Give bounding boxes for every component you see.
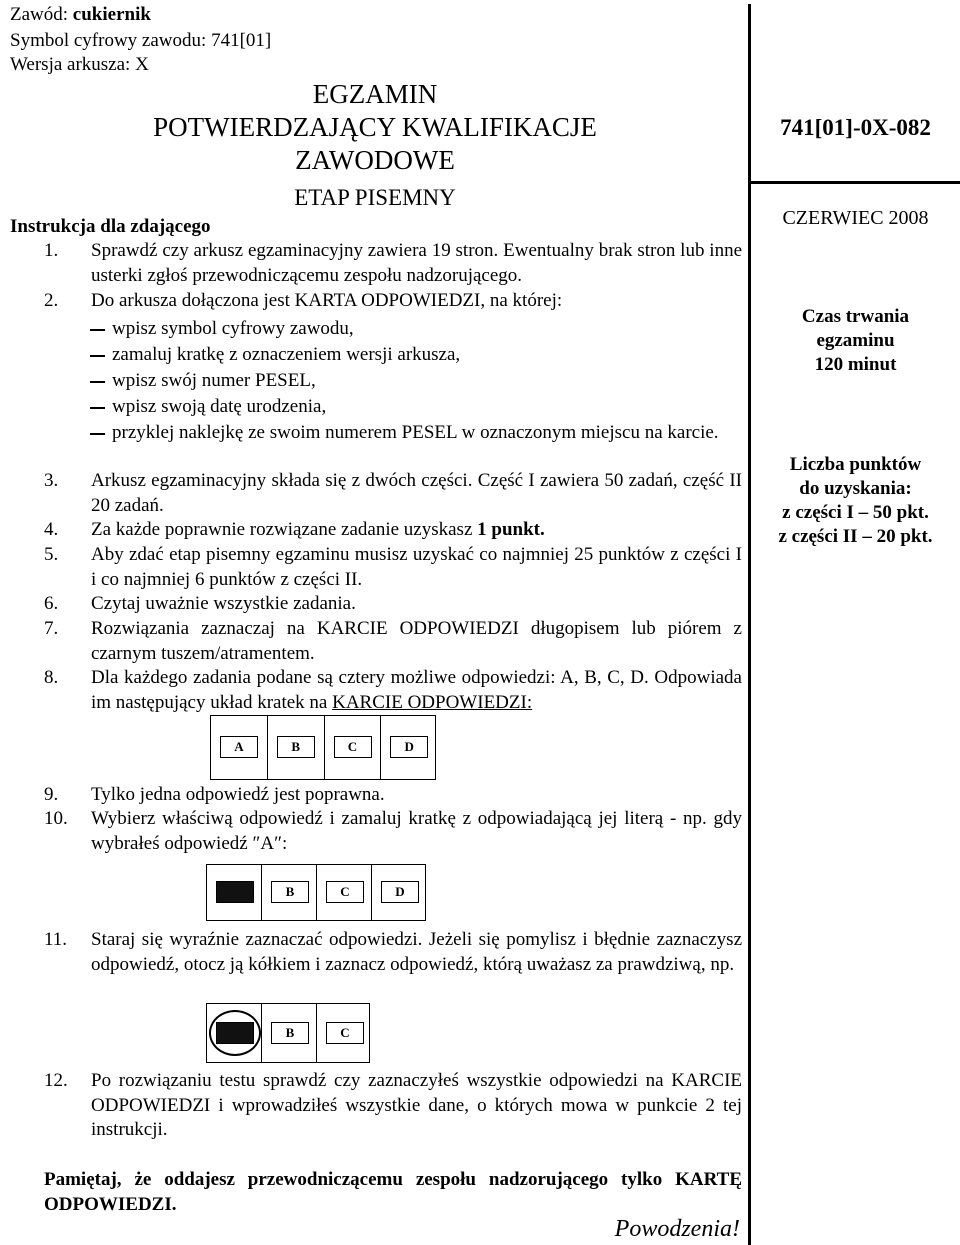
item-number: 10. [44,808,68,829]
answer-box-d: D [381,881,419,903]
item-text: Tylko jedna odpowiedź jest poprawna. [91,784,385,805]
item-text: Arkusz egzaminacyjny składa się z dwóch części. Część I zawiera 50 zadań, część II 20 zadań. [91,470,742,516]
points-line-2: do uzyskania: [799,478,912,499]
instruction-item [44,928,742,977]
sub-item [90,343,460,367]
item-text: Do arkusza dołączona jest KARTA ODPOWIEDZI, na której: [91,290,563,311]
instruction-item [44,469,742,518]
answer-grid-filled-example [206,864,426,921]
item-text: Aby zdać etap pisemny egzaminu musisz uzyskać co najmniej 25 punktów z części I i co najmniej 6 punktów z części II. [91,544,742,590]
sub-item-text: przyklej naklejkę ze swoim numerem PESEL w oznaczonym miejscu na karcie. [112,422,719,443]
item-text: Rozwiązania zaznaczaj na KARCIE ODPOWIEDZI długopisem lub piórem z czarnym tuszem/atramentem. [91,618,742,664]
sub-item-text: wpisz swój numer PESEL, [112,370,316,391]
sub-item [90,317,354,341]
item-text-bold: 1 punkt. [477,519,545,540]
correction-circle [209,1010,261,1056]
zawod-value: cukiernik [72,4,151,25]
answer-box-b: B [271,1022,309,1044]
points-line-1: Liczba punktów [789,454,922,475]
item-text: Dla każdego zadania podane są cztery możliwe odpowiedzi: A, B, C, D. Odpowiada im następujący układ kratek na [91,667,742,713]
sub-item [90,369,316,393]
item-number: 4. [44,519,59,540]
item-number: 6. [44,593,59,614]
answer-grid-correction-example [206,1003,370,1063]
item-text: Sprawdź czy arkusz egzaminacyjny zawiera 19 stron. Ewentualny brak stron lub inne usterki zgłoś przewodniczącemu zespołu nadzorującego. [91,240,742,286]
instruction-item [44,289,742,314]
exam-title [70,78,680,177]
footer-farewell: Powodzenia! [614,1216,740,1242]
sidebar-divider-horizontal [748,181,960,184]
item-number: 2. [44,290,59,311]
answer-box-c: C [326,1022,364,1044]
answer-box-a-filled [216,881,254,903]
wersja-label: Wersja arkusza: [10,54,136,75]
item-number: 9. [44,784,59,805]
item-number: 1. [44,240,59,261]
title-line-2: POTWIERDZAJĄCY KWALIFIKACJE [153,112,597,142]
instruction-item [44,783,742,808]
sub-item-text: wpisz symbol cyfrowy zawodu, [112,318,354,339]
zawod-line [10,3,151,27]
instruction-item [44,807,742,856]
points-line-4: z części II – 20 pkt. [778,526,933,547]
sub-item-text: wpisz swoją datę urodzenia, [112,396,327,417]
answer-box-b: B [277,736,315,758]
item-text: Za każde poprawnie rozwiązane zadanie uzyskasz [91,519,478,540]
footer-reminder: Pamiętaj, że oddajesz przewodniczącemu zespołu nadzorującego tylko KARTĘ ODPOWIEDZI. [44,1169,742,1215]
item-text: Czytaj uważnie wszystkie zadania. [91,593,356,614]
answer-box-c: C [326,881,364,903]
instruction-item [44,518,742,543]
item-number: 3. [44,470,59,491]
title-line-1: EGZAMIN [312,79,438,109]
item-number: 8. [44,667,59,688]
wersja-value: X [135,54,149,75]
instruction-item [44,239,742,288]
duration-line-1: Czas trwania [801,306,910,327]
duration-line-3: 120 minut [814,354,897,375]
wersja-line [10,53,149,77]
item-number: 5. [44,544,59,565]
sidebar-divider [748,4,751,1245]
points-block [751,453,960,549]
item-text-underlined: KARCIE ODPOWIEDZI: [332,691,533,713]
symbol-label: Symbol cyfrowy zawodu: [10,30,212,51]
instruction-item [44,543,742,592]
answer-box-a: A [220,736,258,758]
instruction-item [44,617,742,666]
exam-code: 741[01]-0X-082 [780,115,931,140]
answer-box-d: D [390,736,428,758]
instruction-item [44,666,742,715]
sub-item-text: zamaluj kratkę z oznaczeniem wersji arkusza, [112,344,461,365]
title-line-3: ZAWODOWE [295,145,455,175]
instruction-item [44,1069,742,1143]
item-number: 12. [44,1070,68,1091]
item-number: 7. [44,618,59,639]
instructions-heading: Instrukcja dla zdającego [10,216,211,237]
zawod-label: Zawód: [10,4,73,25]
item-number: 11. [44,929,68,950]
sub-item [90,421,742,445]
symbol-line [10,29,271,53]
item-text: Po rozwiązaniu testu sprawdź czy zaznaczyłeś wszystkie odpowiedzi na KARCIE ODPOWIEDZI i wprowadziłeś wszystkie dane, o których mowa w punkcie 2 tej instrukcji. [91,1070,742,1140]
answer-box-b: B [271,881,309,903]
duration-block [751,305,960,377]
instruction-item [44,592,742,617]
duration-line-2: egzaminu [816,330,895,351]
item-text: Staraj się wyraźnie zaznaczać odpowiedzi. Jeżeli się pomylisz i błędnie zaznaczysz odpowiedź, otocz ją kółkiem i zaznacz odpowiedź, którą uważasz za prawdziwą, np. [91,929,742,975]
points-line-3: z części I – 50 pkt. [782,502,929,523]
answer-box-c: C [334,736,372,758]
answer-grid-example [210,715,436,780]
sub-item [90,395,326,419]
exam-date: CZERWIEC 2008 [782,207,929,229]
symbol-value: 741[01] [211,30,272,51]
item-text: Wybierz właściwą odpowiedź i zamaluj kratkę z odpowiadającą jej literą - np. gdy wybrałeś odpowiedź ″A″: [91,808,742,854]
exam-stage: ETAP PISEMNY [294,185,456,210]
